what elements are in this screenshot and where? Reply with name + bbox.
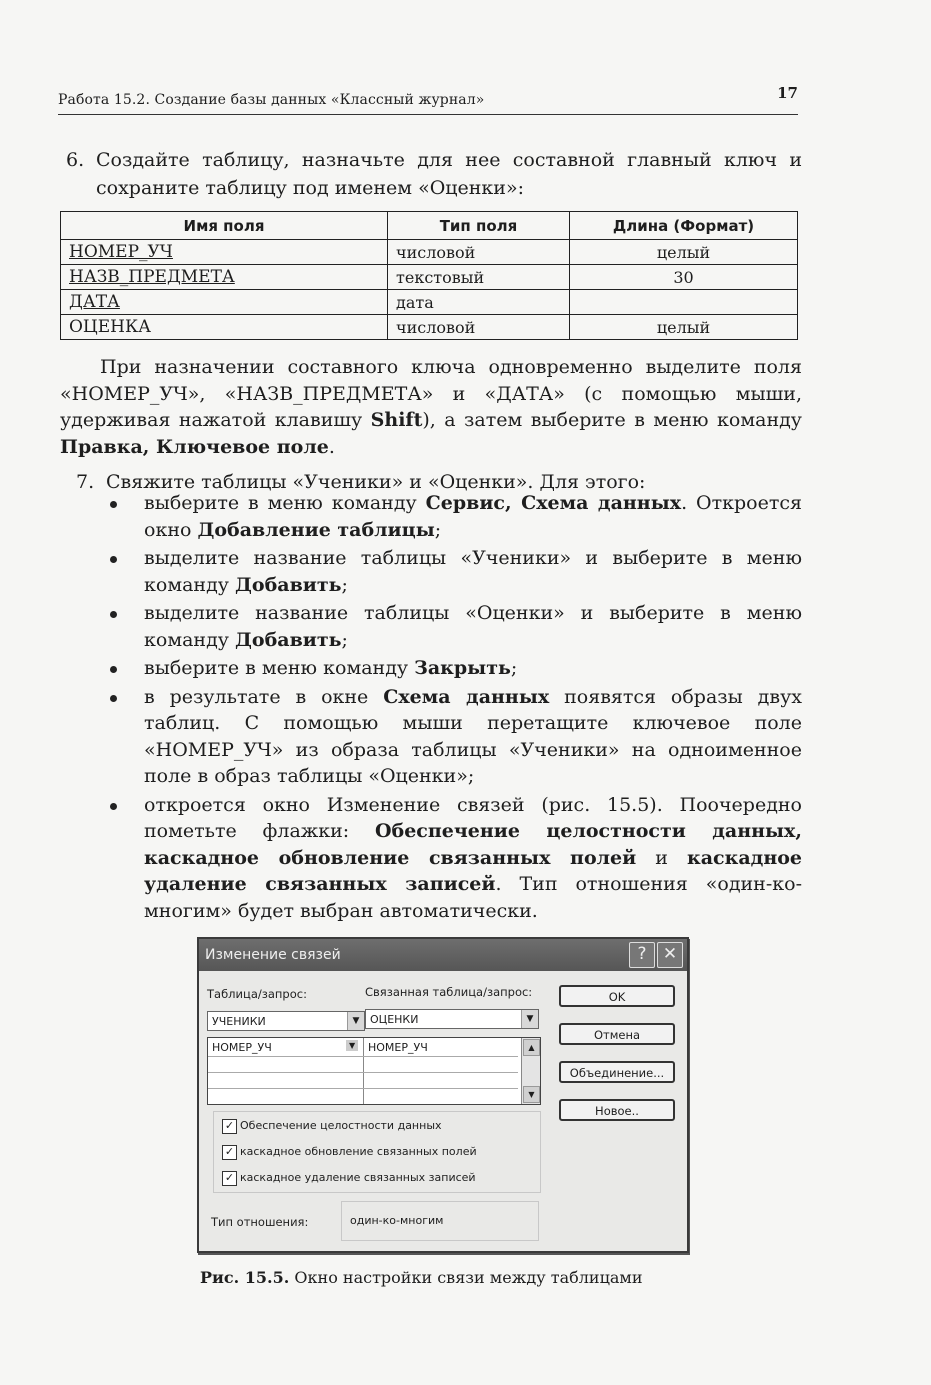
scroll-up-icon[interactable]: ▲ (523, 1039, 540, 1056)
scroll-down-icon[interactable]: ▼ (523, 1086, 540, 1103)
field-length: 30 (570, 265, 798, 290)
list-item: выделите название таблицы «Оценки» и выберите в меню команду Добавить; (104, 600, 802, 653)
field-name: НОМЕР_УЧ (61, 240, 388, 265)
bullet-icon (110, 695, 117, 702)
table-header-row (61, 212, 798, 240)
bullet-icon (110, 556, 117, 563)
list-item: выделите название таблицы «Ученики» и выберите в меню команду Добавить; (104, 545, 802, 598)
table-query-label: Таблица/запрос: (207, 987, 307, 1001)
table-query-select[interactable]: УЧЕНИКИ ▼ (207, 1011, 365, 1031)
field-name: НАЗВ_ПРЕДМЕТА (61, 265, 388, 290)
cancel-button[interactable]: Отмена (559, 1023, 675, 1045)
join-type-button[interactable]: Объединение... (559, 1061, 675, 1083)
column-header: Длина (Формат) (570, 212, 798, 240)
page-number: 17 (777, 84, 798, 102)
field-type: числовой (388, 315, 570, 340)
composite-key-note: При назначении составного ключа одновременно выделите поля «НОМЕР_УЧ», «НАЗВ_ПРЕДМЕТА» и «ДАТА» (с помощью мыши, удерживая нажатой клавишу Shift), а затем выберите в меню команду Правка, Ключевое поле. (60, 356, 802, 458)
field-type: дата (388, 290, 570, 315)
figure-caption: Рис. 15.5. Окно настройки связи между таблицами (200, 1268, 643, 1287)
step-number: 7. (76, 471, 95, 493)
field-type: текстовый (388, 265, 570, 290)
dialog-title: Изменение связей (205, 947, 341, 963)
right-field-cell[interactable]: НОМЕР_УЧ (368, 1041, 428, 1054)
dialog-titlebar[interactable] (199, 939, 687, 971)
check-icon[interactable]: ✓ (222, 1119, 237, 1134)
bullet-icon (110, 803, 117, 810)
list-item: выберите в меню команду Сервис, Схема данных. Откроется окно Добавление таблицы; (104, 490, 802, 543)
related-table-label: Связанная таблица/запрос: (365, 985, 533, 999)
chevron-down-icon[interactable]: ▼ (347, 1012, 364, 1030)
edit-relationships-dialog (197, 937, 689, 1253)
list-item: в результате в окне Схема данных появятся образы двух таблиц. С помощью мыши перетащите ключевое поле «НОМЕР_УЧ» из образа таблицы «Ученики» на одноименное поле в образ таблицы «Оценки»; (104, 684, 802, 790)
create-new-button[interactable]: Новое.. (559, 1099, 675, 1121)
field-name: ОЦЕНКА (61, 315, 388, 340)
field-length: целый (570, 240, 798, 265)
relationship-type-label: Тип отношения: (211, 1215, 309, 1229)
grid-scrollbar[interactable] (521, 1038, 540, 1104)
enforce-integrity-checkbox[interactable]: ✓ Обеспечение целостности данных (222, 1118, 442, 1136)
fields-table (60, 211, 798, 340)
close-icon[interactable]: ✕ (657, 942, 683, 968)
step-text: Создайте таблицу, назначьте для нее составной главный ключ и сохраните таблицу под именем «Оценки»: (96, 149, 802, 199)
step-text: Свяжите таблицы «Ученики» и «Оценки». Для этого: (106, 471, 646, 493)
step-6 (66, 146, 802, 202)
table-row (61, 290, 798, 315)
cascade-delete-checkbox[interactable]: ✓ каскадное удаление связанных записей (222, 1170, 476, 1188)
ok-button[interactable]: OK (559, 985, 675, 1007)
bullet-icon (110, 501, 117, 508)
field-length (570, 290, 798, 315)
list-item: выберите в меню команду Закрыть; (104, 655, 802, 682)
page-header (58, 84, 798, 115)
chevron-down-icon[interactable]: ▼ (346, 1040, 358, 1051)
running-title: Работа 15.2. Создание базы данных «Классный журнал» (58, 92, 485, 108)
step-7-bullets (104, 490, 802, 926)
list-item: откроется окно Изменение связей (рис. 15.5). Поочередно пометьте флажки: Обеспечение целостности данных, каскадное обновление связанных полей и каскадное удаление связанных записей. Тип отношения «один-ко-многим» будет выбран автоматически. (104, 792, 802, 925)
check-icon[interactable]: ✓ (222, 1171, 237, 1186)
bullet-icon (110, 611, 117, 618)
cascade-update-checkbox[interactable]: ✓ каскадное обновление связанных полей (222, 1144, 477, 1162)
bullet-icon (110, 666, 117, 673)
column-header: Имя поля (61, 212, 388, 240)
field-type: числовой (388, 240, 570, 265)
table-row (61, 315, 798, 340)
table-row (61, 240, 798, 265)
related-table-select[interactable]: ОЦЕНКИ ▼ (365, 1009, 539, 1029)
options-group (213, 1111, 541, 1193)
table-row (61, 265, 798, 290)
check-icon[interactable]: ✓ (222, 1145, 237, 1160)
field-name: ДАТА (61, 290, 388, 315)
column-header: Тип поля (388, 212, 570, 240)
relationship-type-value: один-ко-многим (341, 1201, 539, 1241)
field-mapping-grid[interactable] (207, 1037, 541, 1105)
chevron-down-icon[interactable]: ▼ (521, 1010, 538, 1028)
field-length: целый (570, 315, 798, 340)
step-number: 6. (66, 149, 85, 171)
help-icon[interactable]: ? (629, 942, 655, 968)
left-field-cell[interactable]: НОМЕР_УЧ (212, 1041, 272, 1054)
